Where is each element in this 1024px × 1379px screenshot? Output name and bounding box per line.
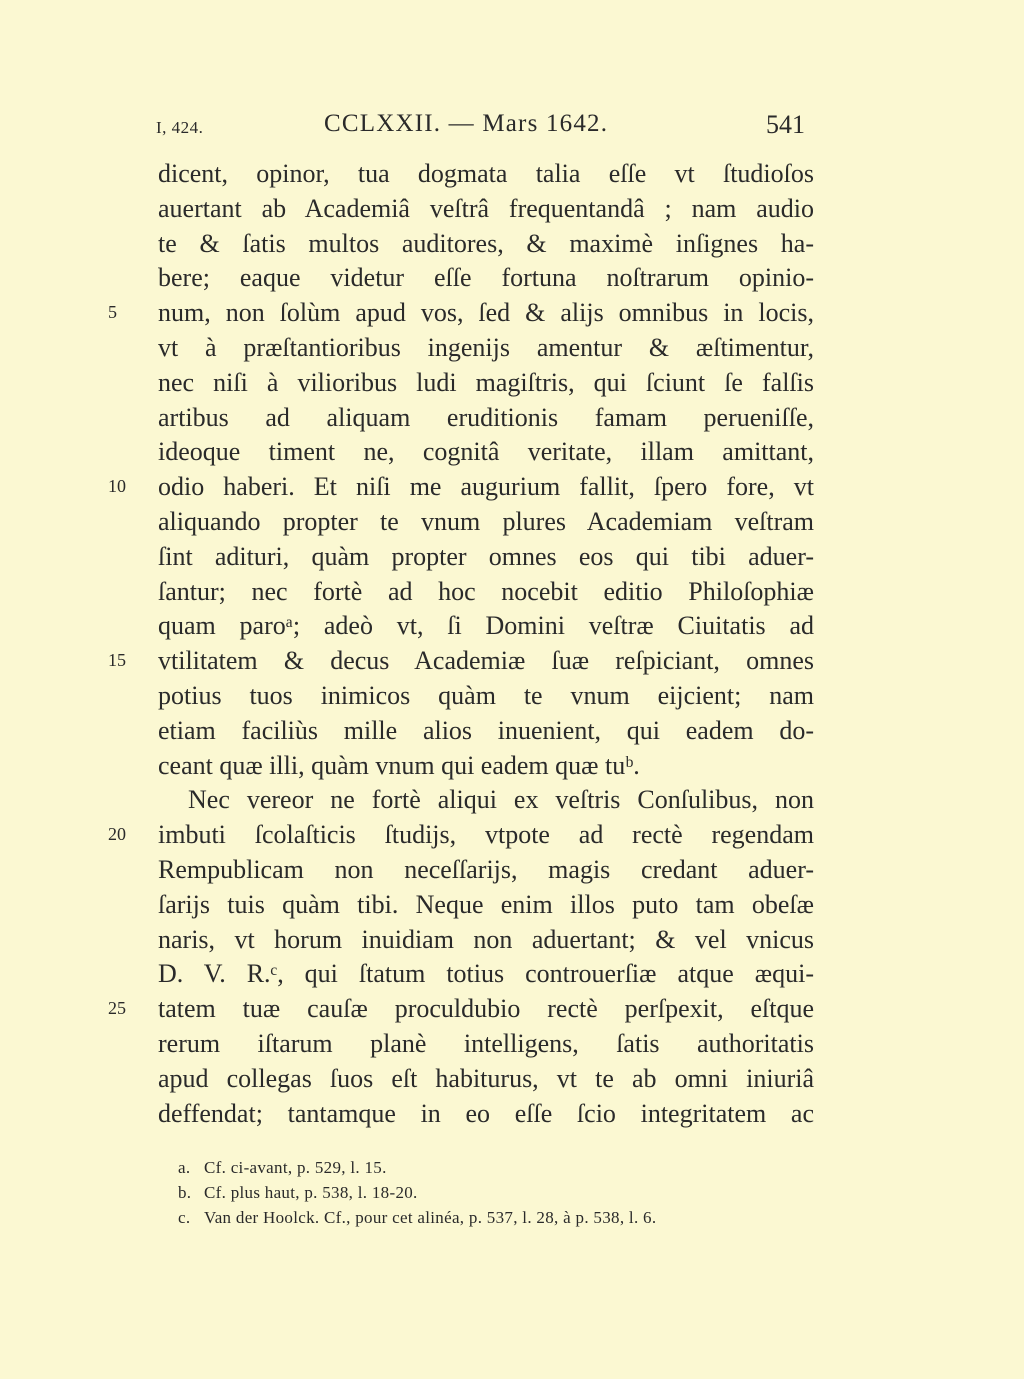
text-line: ideoque timent ne, cognitâ veritate, illam amittant, bbox=[158, 437, 814, 466]
footnote-text: Cf. plus haut, p. 538, l. 18-20. bbox=[204, 1183, 418, 1202]
text-line: nec niſi à vilioribus ludi magiſtris, qui ſciunt ſe falſis bbox=[158, 368, 814, 397]
line-number: 10 bbox=[108, 476, 126, 496]
volume-page-reference: I, 424. bbox=[156, 118, 204, 137]
line-number: 5 bbox=[108, 302, 117, 322]
text-line: tatem tuæ cauſæ proculdubio rectè perſpexit, eſtque bbox=[158, 994, 814, 1023]
text-line: D. V. R.ᶜ, qui ſtatum totius controuerſiæ atque æqui- bbox=[158, 959, 814, 988]
text-line: Rempublicam non neceſſarijs, magis credant aduer- bbox=[158, 855, 814, 884]
text-line: ſint adituri, quàm propter omnes eos qui tibi aduer- bbox=[158, 542, 814, 571]
text-line: te & ſatis multos auditores, & maximè inſignes ha- bbox=[158, 229, 814, 258]
text-line: vt à præſtantioribus ingenijs amentur & æſtimentur, bbox=[158, 333, 814, 362]
text-line: quam paroᵃ; adeò vt, ſi Domini veſtræ Ciuitatis ad bbox=[158, 611, 814, 640]
footnote bbox=[178, 1180, 818, 1205]
footnote bbox=[178, 1155, 818, 1180]
text-line: num, non ſolùm apud vos, ſed & alijs omnibus in locis, bbox=[158, 298, 814, 327]
line-number: 25 bbox=[108, 998, 126, 1018]
text-line: bere; eaque videtur eſſe fortuna noſtrarum opinio- bbox=[158, 263, 814, 292]
line-number: 15 bbox=[108, 650, 126, 670]
text-line: etiam faciliùs mille alios inuenient, qui eadem do- bbox=[158, 716, 814, 745]
text-line: ceant quæ illi, quàm vnum qui eadem quæ tuᵇ. bbox=[158, 751, 640, 780]
footnote-marker: c. bbox=[178, 1208, 191, 1227]
line-number: 20 bbox=[108, 824, 126, 844]
text-line: imbuti ſcolaſticis ſtudijs, vtpote ad rectè regendam bbox=[158, 820, 814, 849]
text-line: vtilitatem & decus Academiæ ſuæ reſpiciant, omnes bbox=[158, 646, 814, 675]
text-line: dicent, opinor, tua dogmata talia eſſe vt ſtudioſos bbox=[158, 159, 814, 188]
text-line: artibus ad aliquam eruditionis famam perueniſſe, bbox=[158, 403, 814, 432]
text-line: Nec vereor ne fortè aliqui ex veſtris Conſulibus, non bbox=[188, 785, 814, 814]
text-line: naris, vt horum inuidiam non aduertant; & vel vnicus bbox=[158, 925, 814, 954]
footnotes bbox=[178, 1155, 818, 1230]
footnote bbox=[178, 1205, 818, 1230]
text-line: rerum iſtarum planè intelligens, ſatis authoritatis bbox=[158, 1029, 814, 1058]
letter-title: CCLXXII. — Mars 1642. bbox=[324, 110, 609, 137]
page-number: 541 bbox=[766, 110, 805, 139]
footnote-marker: b. bbox=[178, 1183, 192, 1202]
text-line: aliquando propter te vnum plures Academiam veſtram bbox=[158, 507, 814, 536]
text-line: odio haberi. Et niſi me augurium fallit, ſpero fore, vt bbox=[158, 472, 814, 501]
text-line: apud collegas ſuos eſt habiturus, vt te ab omni iniuriâ bbox=[158, 1064, 814, 1093]
footnote-text: Van der Hoolck. Cf., pour cet alinéa, p. 537, l. 28, à p. 538, l. 6. bbox=[204, 1208, 657, 1227]
text-line: deffendat; tantamque in eo eſſe ſcio integritatem ac bbox=[158, 1099, 814, 1128]
running-header bbox=[0, 110, 1024, 144]
footnote-text: Cf. ci-avant, p. 529, l. 15. bbox=[204, 1158, 387, 1177]
footnote-marker: a. bbox=[178, 1158, 191, 1177]
text-line: auertant ab Academiâ veſtrâ frequentandâ ; nam audio bbox=[158, 194, 814, 223]
text-line: ſarijs tuis quàm tibi. Neque enim illos puto tam obeſæ bbox=[158, 890, 814, 919]
text-line: potius tuos inimicos quàm te vnum eijcient; nam bbox=[158, 681, 814, 710]
text-line: ſantur; nec fortè ad hoc nocebit editio Philoſophiæ bbox=[158, 577, 814, 606]
